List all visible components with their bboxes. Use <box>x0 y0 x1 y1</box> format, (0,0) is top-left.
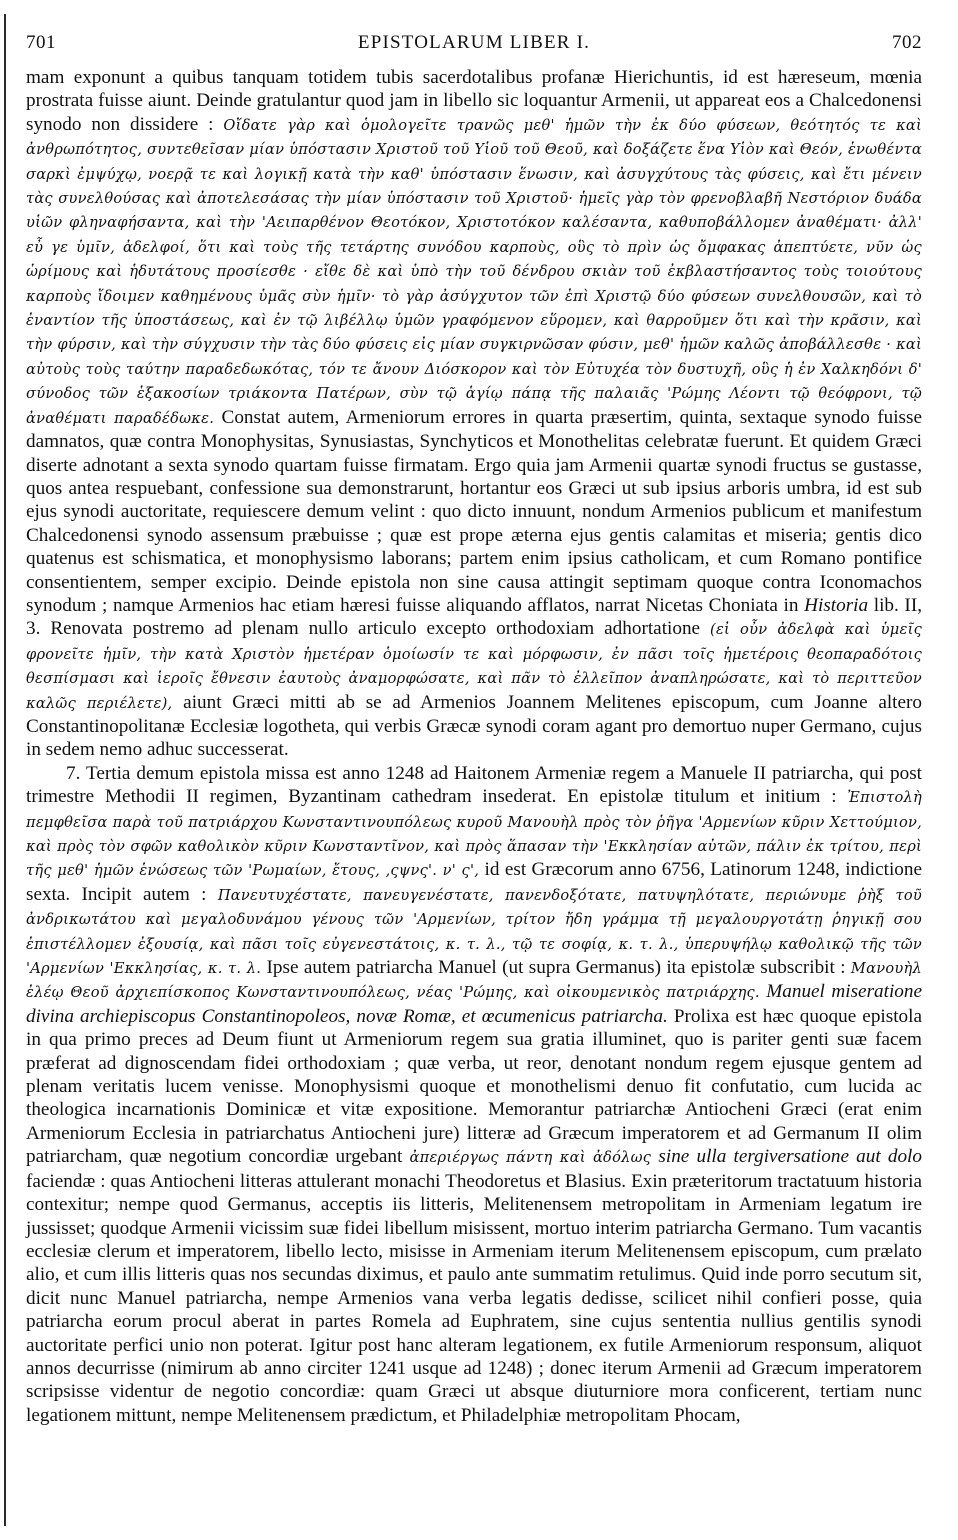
greek-quotation: (εἰ οὖν ἀδελφὰ καὶ ὑμεῖς φρονεῖτε ἡμῖν, τὴν κατὰ Χριστὸν ἡμετέραν ὁμοίωσίν τε καὶ μόρφωσιν, ἐν πᾶσι τοῖς ἡμετέροις θεοπαραδότοις θεσπίσμασι καὶ ἱεροῖς ἔθνεσιν ἑαυτοὺς ἀναμορφώσατε, καὶ πᾶν τὸ ἐλλεῖπον ἀναπληρώσατε, καὶ τὸ περιττεῦον καλῶς περιέλετε), <box>26 621 922 712</box>
paragraph-2 <box>26 762 922 1427</box>
latin-text: Ipse autem patriarcha Manuel (ut supra Germanus) ita epistolæ subscribit : <box>261 957 851 979</box>
italic-text: sine ulla tergiversatione aut dolo <box>651 1146 922 1168</box>
latin-text: lib. II, 3. Renovata postremo ad plenam nullo articulo excepto orthodoxiam adhortatione <box>26 594 923 640</box>
greek-quotation: ἀπεριέργως πάντη καὶ ἀδόλως <box>409 1149 652 1167</box>
latin-text: Constat autem, Armeniorum errores in quarta præsertim, quinta, sextaque synodo fuisse damnatos, quæ contra Monophysitas, Synusiastas, Synchyticos et Monothelitas celebratæ fuerunt. Et quidem Græci diserte adnotant a sexta synodo quartam fuisse firmatam. Ergo quia jam Armenii quartæ synodi fructus se gustasse, quos antea respuebant, confessione sua demonstrarunt, hortantur eos Græci ut sub ipsius arboris umbra, id est sub ejus synodi auctoritate, requiescere demum velint : quo dicto innuunt, nondum Armenios publicum et manifestum Chalcedonensi synodo assensum præbuisse ; quæ est prope æterna ejus gentis calamitas et miseria; gentis dico quatenus est schismatica, et monophysismo laborans; partem enim ipsius catholicam, et cum Romano pontifice consentientem, semper excipio. Deinde epistola non sine causa attingit septimam quoque contra Iconomachos synodum ; namque Armenios hac etiam hæresi fuisse aliquando afflatos, narrat Nicetas Choniata in <box>26 406 922 616</box>
running-title: EPISTOLARUM LIBER I. <box>357 32 591 53</box>
greek-quotation: Ἐπιστολὴ πεμφθεῖσα παρὰ τοῦ πατριάρχου Κωνσταντινουπόλεως κυροῦ Μανουὴλ πρὸς τὸν ῥῆγα 'Αρμενίων κῦριν Χεττούμιον, καὶ πρὸς τὸν σφῶν καθολικὸν κῦριν Κωνσταντῖνον, καὶ πρὸς ἅπασαν τὴν 'Εκκλησίαν αὐτῶν, πάλιν ἐκ τρίτου, περὶ τῆς μεθ' ἡμῶν ἑνώσεως τῶν 'Ρωμαίων, ἔτους, ‚ςψνς'. ν' ς', <box>26 789 922 880</box>
left-page-number: 701 <box>26 32 56 53</box>
body-text <box>26 66 922 1427</box>
latin-text: id est Græcorum anno 6756, Latinorum 1248, indictione sexta. Incipit autem : <box>26 859 922 905</box>
page-header <box>26 32 922 60</box>
greek-quotation: Πανευτυχέστατε, πανευγενέστατε, πανενδοξότατε, πατυψηλότατε, περιώνυμε ῥὴξ τοῦ ἀνδρικωτάτου καὶ μεγαλοδυνάμου γένους τῶν 'Αρμενίων, τρίτον ἤδη γράμμα τῇ μεγαλουργοτάτῃ ῥηγικῇ σου ἐπιστέλλομεν ἐξουσίᾳ, καὶ πᾶσι τοῖς εὐγενεστάτοις, κ. τ. λ., τῷ τε σοφίᾳ, κ. τ. λ., ὑπερυψήλῳ καθολικῷ τῆς τῶν 'Αρμενίων 'Εκκλησίας, κ. τ. λ. <box>26 886 922 978</box>
greek-quotation: Μανουὴλ ἐλέῳ Θεοῦ ἀρχιεπίσκοπος Κωνσταντινουπόλεως, νέας 'Ρώμης, καὶ οἰκουμενικὸς πατριάρχης. <box>26 960 922 1002</box>
italic-text: Historia <box>804 594 869 616</box>
right-page-number: 702 <box>891 32 922 53</box>
latin-text: mam exponunt a quibus tanquam totidem tubis sacerdotalibus profanæ Hierichuntis, id est hæreseum, mœnia prostrata fuisse aiunt. Deinde gratulantur quod jam in libello sic loquantur Armenii, ut appareat eos a Chalcedonensi synodo non dissidere : <box>26 67 922 135</box>
latin-text: Prolixa est hæc quoque epistola in qua primo preces ad Deum fiunt ut Armeniorum regem sua gratia illuminet, quo is pariter genti suæ facem præferat ad dignoscendam fidei orthodoxiam ; quæ verba, ut reor, denotant nondum regem ejusque gentem ad plenam veritatis lucem venisse. Monophysismi quoque et monothelismi denuo fit confutatio, cum lucida ac theologica incarnationis Dominicæ et vitæ expositione. Memorantur patriarchæ Antiocheni Græci (erat enim Armeniorum Ecclesia in patriarchatus Antiocheni jure) litteræ ad Græcum imperatorem et ad Germanum II olim patriarcham, quæ negotium concordiæ urgebant <box>26 1005 922 1168</box>
italic-text: Manuel miseratione divina archiepiscopus Constantinopoleos, novæ Romæ, et œcumenicus patriarcha. <box>26 981 922 1027</box>
paragraph-1 <box>26 66 922 762</box>
margin-rule <box>4 14 6 1526</box>
latin-text: aiunt Græci mitti ab se ad Armenios Joannem Melitenes episcopum, cum Joanne altero Constantinopolitanæ Ecclesiæ logotheta, qui verbis Græcæ synodi coram agant pro demortuo nuper Germano, cujus in sedem nemo adhuc successerat. <box>26 691 922 761</box>
latin-text: 7. Tertia demum epistola missa est anno 1248 ad Haitonem Armeniæ regem a Manuele II patriarcha, qui post trimestre Methodii II regimen, Byzantinam cathedram insederat. En epistolæ titulum et initium : <box>26 762 922 808</box>
greek-quotation: Οἴδατε γὰρ καὶ ὁμολογεῖτε τρανῶς μεθ' ἡμῶν τὴν ἐκ δύο φύσεων, θεότητός τε καὶ ἀνθρωπότητος, συντεθεῖσαν μίαν ὑπόστασιν Χριστοῦ τοῦ Υἱοῦ τοῦ Θεοῦ, καὶ δοξάζετε ἕνα Υἱὸν καὶ Θεόν, ἑνωθέντα σαρκὶ ἐμψύχῳ, νοερᾷ τε καὶ λογικῇ κατὰ τὴν καθ' ὑπόστασιν ἕνωσιν, καὶ ἀσυγχύτους τὰς φύσεις, καὶ ἔτι μένειν τὰς συνελθούσας καὶ ἀποτελεσάσας τὴν μίαν ὑπόστασιν τοῦ Χριστοῦ· ἡμεῖς γὰρ τὸν φρενοβλαβῆ Νεστόριον δυάδα υἱῶν φληναφήσαντα, καὶ τὴν 'Αειπαρθένον Θεοτόκον, Χριστοτόκον καλέσαντα, καθυποβάλλομεν ἀναθέματι· ἀλλ' εὖ γε ὑμῖν, ἀδελφοί, ὅτι καὶ τοὺς τῆς τετάρτης συνόδου καρποὺς, οὓς τὸ πρὶν ὡς ὄμφακας ἀπεπτύετε, νῦν ὡς ὡρίμους καὶ ἡδυτάτους προσίεσθε · εἴθε δὲ καὶ ὑπὸ τὴν τοῦ δένδρου σκιὰν τοῦ ἐκβλαστήσαντος τοὺς τοιούτους καρποὺς ἴδοιμεν καθημένους ὑμᾶς σὺν ἡμῖν· τὸ γὰρ ἀσύγχυτον τῶν ἐπὶ Χριστῷ δύο φύσεων συνελθουσῶν, καὶ τὸ ἐναντίον τῆς ὑποστάσεως, καὶ ἐν τῷ λιβέλλῳ ὑμῶν γραφόμενον εὕρομεν, καὶ θαρροῦμεν ὅτι καὶ τὴν κρᾶσιν, καὶ τὴν φύρσιν, καὶ τὴν σύγχυσιν τὴν τὰς δύο φύσεις εἰς μίαν συγκιρνῶσαν φύσιν, μεθ' ἡμῶν καλῶς ἀποβάλλεσθε · καὶ αὐτοὺς τοὺς ταύτην παραδεδωκότας, τόν τε ἄνουν Διόσκορον καὶ τὸν Εὐτυχέα τὸν δυστυχῆ, οὓς ἡ ἐν Χαλκηδόνι δ' σύνοδος τῶν ἑξακοσίων τριάκοντα Πατέρων, σὺν τῷ ἁγίῳ πάπᾳ τῆς παλαιᾶς 'Ρώμης Λέοντι τῷ θεόφρονι, τῷ ἀναθέματι παραδέδωκε. <box>26 116 922 427</box>
latin-text: faciendæ : quas Antiocheni litteras attulerant monachi Theodoretus et Blasius. Exin præteritorum tractatuum historia contexitur; nempe quod Germanus, acceptis iis litteris, Melitenensem metropolitam in Armeniam legatum ire jussisset; quodque Armenii vicissim suæ fidei libellum misissent, mortuo interim patriarcha Germano. Tum vacantis ecclesiæ clerum et imperatorem, libello lecto, misisse in Armeniam iterum Melitenensem episcopum, cum prælato alio, et cum illis litteris quas nos secundas diximus, et paulo ante summatim retulimus. Quid inde porro secutum sit, dicit nunc Manuel patriarcha, nempe Armenios vana verba legatis dedisse, scilicet nihil confieri posse, quia patriarcha eorum procul aberat in partes Romela ad Euphratem, sine cujus sententia nullius gentilis synodi auctoritate perfici unio non poterat. Igitur post hanc alteram legationem, ex futile Armeniorum responsum, aliquot annos decurrisse (nimirum ab anno circiter 1241 usque ad 1248) ; donec iterum Armenii ad Græcum imperatorem scripsisse videntur de negotio concordiæ: quam Græci ut absque diuturniore mora conficerent, tertiam nunc legationem mittunt, nempe Melitenensem prædictum, et Philadelphiæ metropolitam Phocam, <box>26 1170 922 1426</box>
